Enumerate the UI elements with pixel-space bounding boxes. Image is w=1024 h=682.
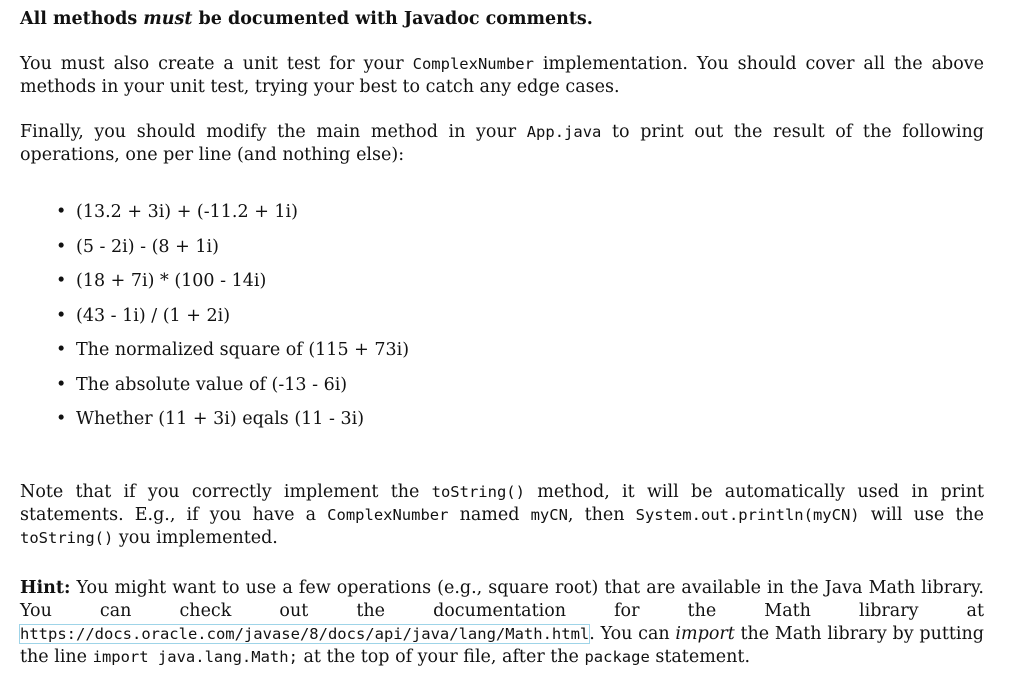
operations-list: [20, 201, 984, 431]
unit-test-text-2: implementation. You should cover all the above methods in your unit test, trying your best to catch any edge cases.: [20, 54, 984, 97]
inline-code-complexnumber: ComplexNumber: [412, 55, 534, 73]
hint-text-2: . You can: [589, 623, 676, 644]
note-text-4: , then: [567, 504, 636, 525]
operation-text: (13.2 + 3i) + (-11.2 + 1i): [76, 202, 298, 222]
inline-code-complexnumber: ComplexNumber: [327, 505, 449, 524]
javadoc-requirement-heading: [20, 8, 984, 31]
note-text-5: will use the: [859, 504, 984, 525]
inline-code-println: System.out.println(myCN): [635, 505, 860, 524]
hint-text-4: at the top of your file, after the: [297, 646, 585, 667]
bullet-icon: •: [56, 305, 67, 326]
hint-text-5: statement.: [649, 646, 751, 667]
note-text-1: Note that if you correctly implement the: [20, 481, 432, 502]
heading-text-post: be documented with Javadoc comments.: [192, 9, 593, 29]
inline-code-import-math: import java.lang.Math;: [92, 647, 298, 666]
list-item: [56, 236, 984, 259]
main-method-text-2: to print out the result of the following operations, one per line (and nothing else):: [20, 122, 984, 165]
list-item: [56, 374, 984, 397]
tostring-note-paragraph: [20, 481, 984, 550]
note-text-6: you implemented.: [113, 527, 278, 548]
note-text-3: named: [448, 504, 531, 525]
inline-code-app-java: App.java: [526, 123, 602, 141]
operation-text: Whether (11 + 3i) eqals (11 - 3i): [76, 409, 365, 429]
heading-text-pre: All methods: [20, 9, 144, 29]
unit-test-text-1: You must also create a unit test for your: [20, 54, 413, 74]
inline-code-tostring: toString(): [431, 482, 525, 501]
list-item: [56, 408, 984, 431]
hint-label: Hint:: [20, 577, 71, 598]
hint-text-3: the Math library by putting the line: [20, 623, 984, 667]
inline-code-package: package: [584, 647, 650, 666]
main-method-text-1: Finally, you should modify the main method in your: [20, 122, 527, 142]
bullet-icon: •: [56, 202, 67, 222]
bullet-icon: •: [56, 409, 67, 429]
inline-code-tostring: toString(): [20, 528, 114, 547]
math-docs-link[interactable]: https://docs.oracle.com/javase/8/docs/api/java/lang/Math.html: [20, 624, 590, 643]
unit-test-paragraph: [20, 53, 984, 99]
assignment-page: [20, 8, 984, 669]
note-text-2: method, it will be automatically used in print statements. E.g., if you have a: [20, 481, 984, 525]
operation-text: (5 - 2i) - (8 + 1i): [76, 236, 219, 257]
list-item: [56, 339, 984, 362]
main-method-paragraph: [20, 121, 984, 167]
operation-text: The absolute value of (-13 - 6i): [76, 374, 348, 395]
heading-emphasis: must: [143, 9, 193, 29]
operation-text: (18 + 7i) * (100 - 14i): [76, 271, 267, 291]
hint-paragraph: [20, 577, 984, 669]
hint-text-1: You might want to use a few operations (e.g., square root) that are available in the Java Math library. You can check out the documentation for the Math library at: [20, 577, 984, 621]
list-item: [56, 270, 984, 293]
list-item: [56, 305, 984, 328]
bullet-icon: •: [56, 271, 67, 291]
bullet-icon: •: [56, 340, 67, 360]
operation-text: The normalized square of (115 + 73i): [76, 340, 410, 360]
operation-text: (43 - 1i) / (1 + 2i): [76, 305, 231, 326]
bullet-icon: •: [56, 236, 67, 257]
list-item: [56, 201, 984, 224]
bullet-icon: •: [56, 374, 67, 395]
inline-code-mycn: myCN: [530, 505, 568, 524]
hint-emphasis-import: import: [675, 623, 735, 644]
